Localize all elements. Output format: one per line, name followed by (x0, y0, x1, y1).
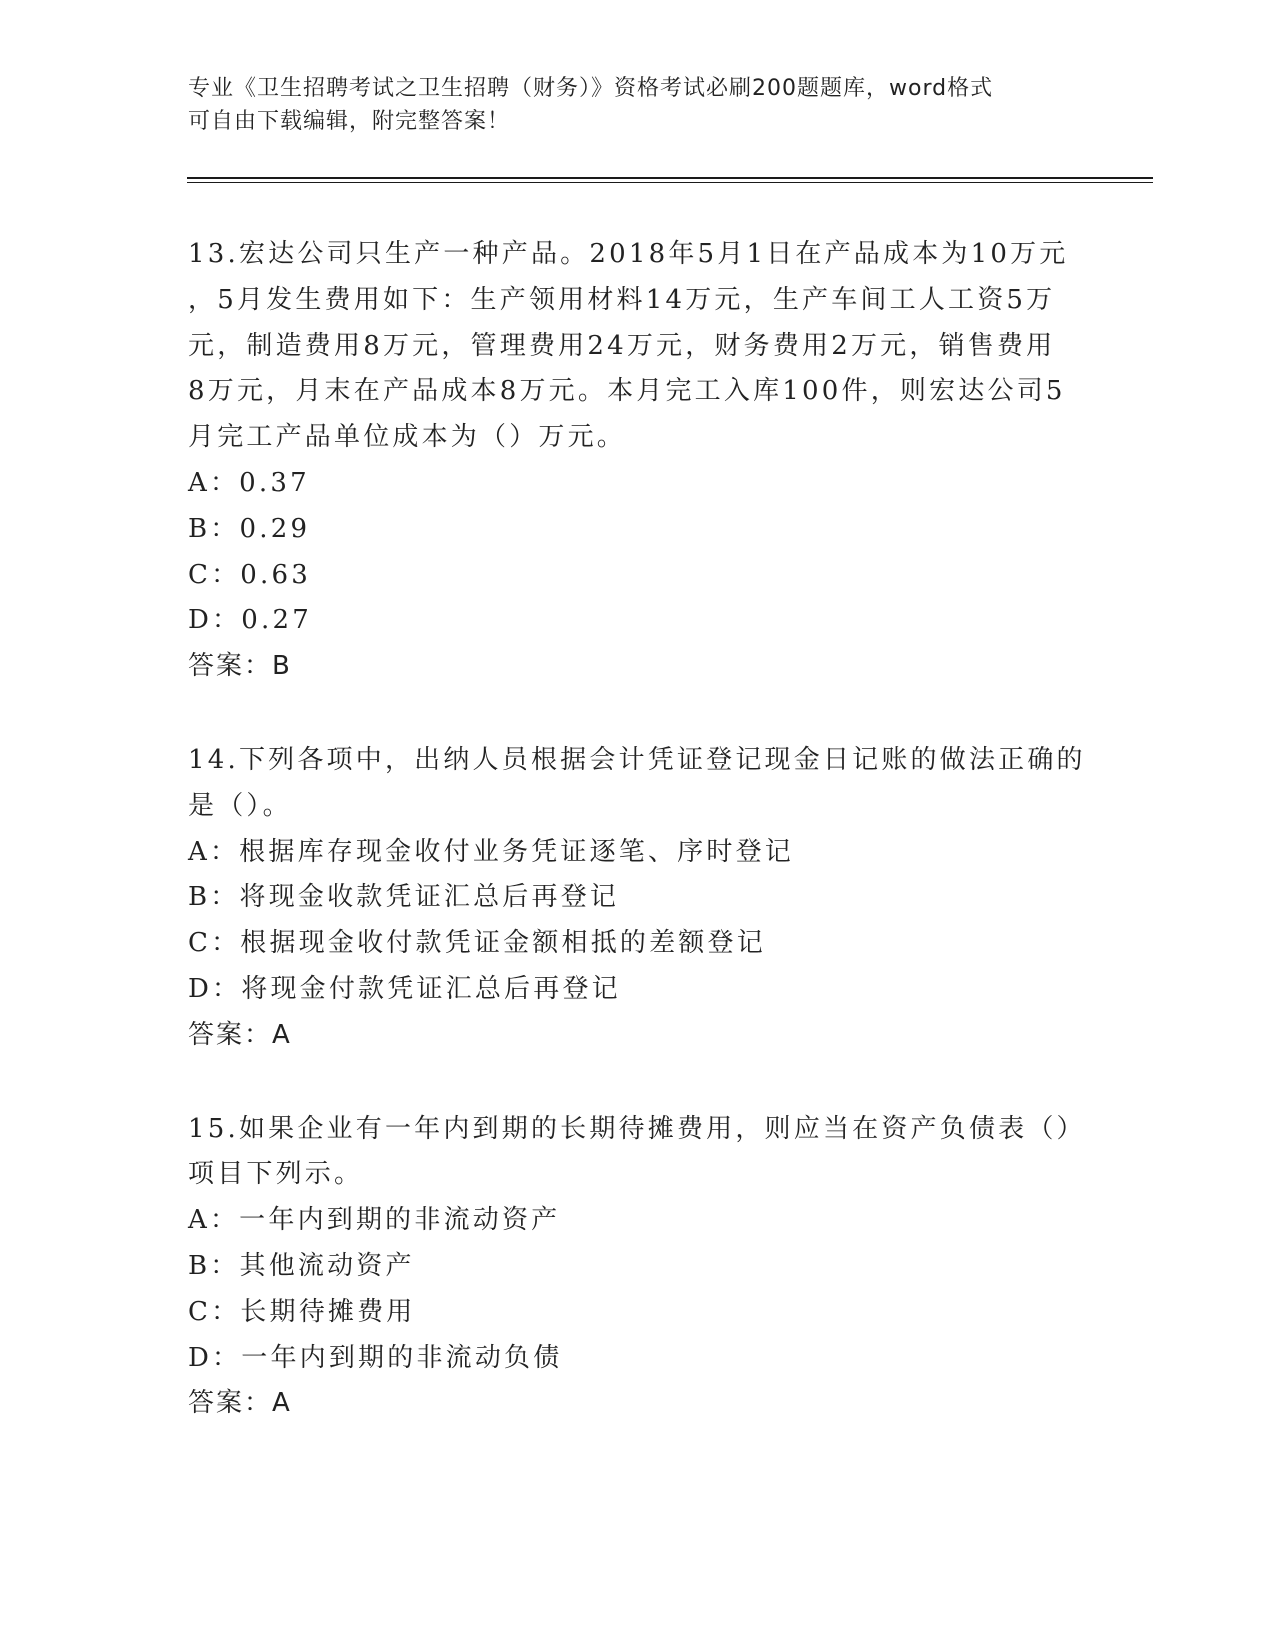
option-b: B：0.29 (188, 513, 311, 544)
question-stem-line: 13.宏达公司只生产一种产品。2018年5月1日在产品成本为10万元 (188, 239, 1069, 269)
option-a: A：0.37 (188, 467, 310, 498)
option-b: B：将现金收款凭证汇总后再登记 (188, 882, 620, 913)
answer-line: 答案：A (188, 1388, 292, 1419)
question-stem-line: 是（）。 (188, 790, 292, 821)
header-divider-thick (187, 177, 1153, 179)
document-header (188, 72, 1068, 138)
question-stem-line: 月完工产品单位成本为（）万元。 (188, 422, 627, 453)
option-a: A：根据库存现金收付业务凭证逐笔、序时登记 (188, 836, 794, 867)
question-list (188, 232, 1088, 1475)
option-c: C：长期待摊费用 (188, 1296, 416, 1327)
question-stem-line: 元，制造费用8万元，管理费用24万元，财务费用2万元，销售费用 (188, 330, 1056, 361)
option-c: C：0.63 (188, 559, 311, 590)
question-14 (188, 738, 1088, 1059)
option-c: C：根据现金收付款凭证金额相抵的差额登记 (188, 928, 766, 959)
question-15 (188, 1107, 1088, 1428)
header-line: 专业《卫生招聘考试之卫生招聘（财务）》资格考试必刷200题题库，word格式 (188, 76, 994, 101)
question-stem-line: 8万元，月末在产品成本8万元。本月完工入库100件，则宏达公司5 (188, 376, 1066, 407)
option-d: D：一年内到期的非流动负债 (188, 1342, 563, 1373)
question-stem-line: 14.下列各项中，出纳人员根据会计凭证登记现金日记账的做法正确的 (188, 744, 1086, 775)
option-d: D：将现金付款凭证汇总后再登记 (188, 973, 621, 1004)
header-line: 可自由下载编辑，附完整答案！ (188, 109, 511, 134)
option-d: D：0.27 (188, 605, 312, 636)
question-stem-line: 15.如果企业有一年内到期的长期待摊费用，则应当在资产负债表（） (188, 1113, 1086, 1144)
header-divider-thin (187, 182, 1153, 183)
answer-line: 答案：B (188, 651, 292, 682)
option-a: A：一年内到期的非流动资产 (188, 1205, 561, 1236)
question-13 (188, 232, 1088, 690)
option-b: B：其他流动资产 (188, 1250, 415, 1281)
question-stem-line: ，5月发生费用如下：生产领用材料14万元，生产车间工人工资5万 (188, 284, 1056, 315)
question-stem-line: 项目下列示。 (188, 1159, 364, 1190)
answer-line: 答案：A (188, 1019, 292, 1050)
